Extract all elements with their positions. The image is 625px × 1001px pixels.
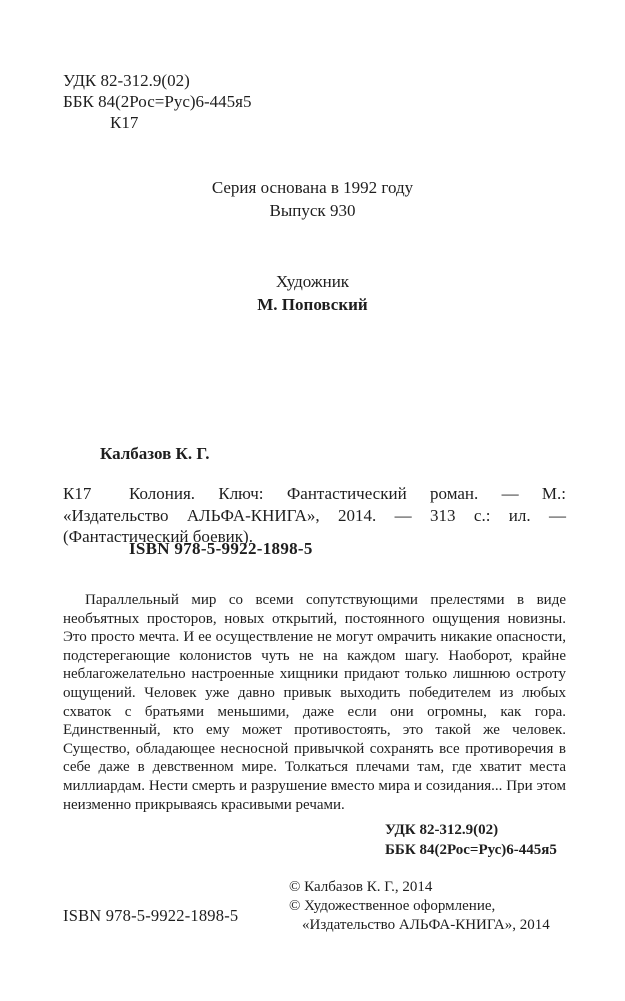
- artist-name: М. Поповский: [257, 295, 368, 314]
- bbk-code-top: ББК 84(2Рос=Рус)6-445я5: [63, 92, 252, 111]
- series-issue-number: Выпуск 930: [269, 201, 356, 220]
- copyright-design-line: © Художественное оформление,: [289, 898, 496, 914]
- udk-code-top: УДК 82-312.9(02): [63, 71, 190, 90]
- catalog-letter-code: К17: [63, 484, 92, 503]
- copyright-block: [289, 878, 550, 935]
- annotation-paragraph: Параллельный мир со всеми сопутствующими прелестями в виде необъятных просторов, новых открытий, постоянного ощущения новизны. Это просто мечта. И ее осуществление не могут омрачить никакие опасности, подстерегающие колонистов чуть не на каждом шагу. Наоборот, крайне неблагожелательно настроенные хищники придают только лишнюю остроту ощущений. Человек уже давно привык выходить победителем из любых схваток с братьями меньшими, даже если они огромны, как гора. Единственный, кто ему может противостоять, это такой же человек. Существо, обладающее несносной привычкой сохранять все противоречия в себе даже в девственном мире. Толкаться плечами там, где хватит места миллиардам. Нести смерть и разрушение вместо мира и созидания... При этом неизменно прикрываясь красивыми речами.: [63, 592, 566, 813]
- artist-credit: [0, 270, 625, 316]
- copyright-publisher-line: «Издательство АЛЬФА-КНИГА», 2014: [302, 917, 550, 933]
- isbn-main: ISBN 978-5-9922-1898-5: [129, 539, 313, 558]
- artist-label: Художник: [275, 272, 350, 291]
- copyright-author-line: © Калбазов К. Г., 2014: [289, 879, 433, 895]
- catalog-entry: [63, 483, 566, 548]
- series-founded-line: Серия основана в 1992 году: [211, 178, 414, 197]
- bottom-bibliographic-codes: [385, 820, 557, 860]
- author-name: Калбазов К. Г.: [100, 444, 210, 463]
- bbk-code-bottom: ББК 84(2Рос=Рус)6-445я5: [385, 842, 557, 858]
- series-info: [0, 176, 625, 222]
- catalog-letter-code-top: К17: [110, 113, 139, 132]
- top-bibliographic-codes: [63, 70, 252, 133]
- catalog-entry-text: Колония. Ключ: Фантастический роман. — М.: «Издательство АЛЬФА-КНИГА», 2014. — 313 с.: ил. — (Фантастический боевик).: [63, 484, 566, 546]
- udk-code-bottom: УДК 82-312.9(02): [385, 822, 499, 838]
- isbn-bottom: ISBN 978-5-9922-1898-5: [63, 906, 239, 925]
